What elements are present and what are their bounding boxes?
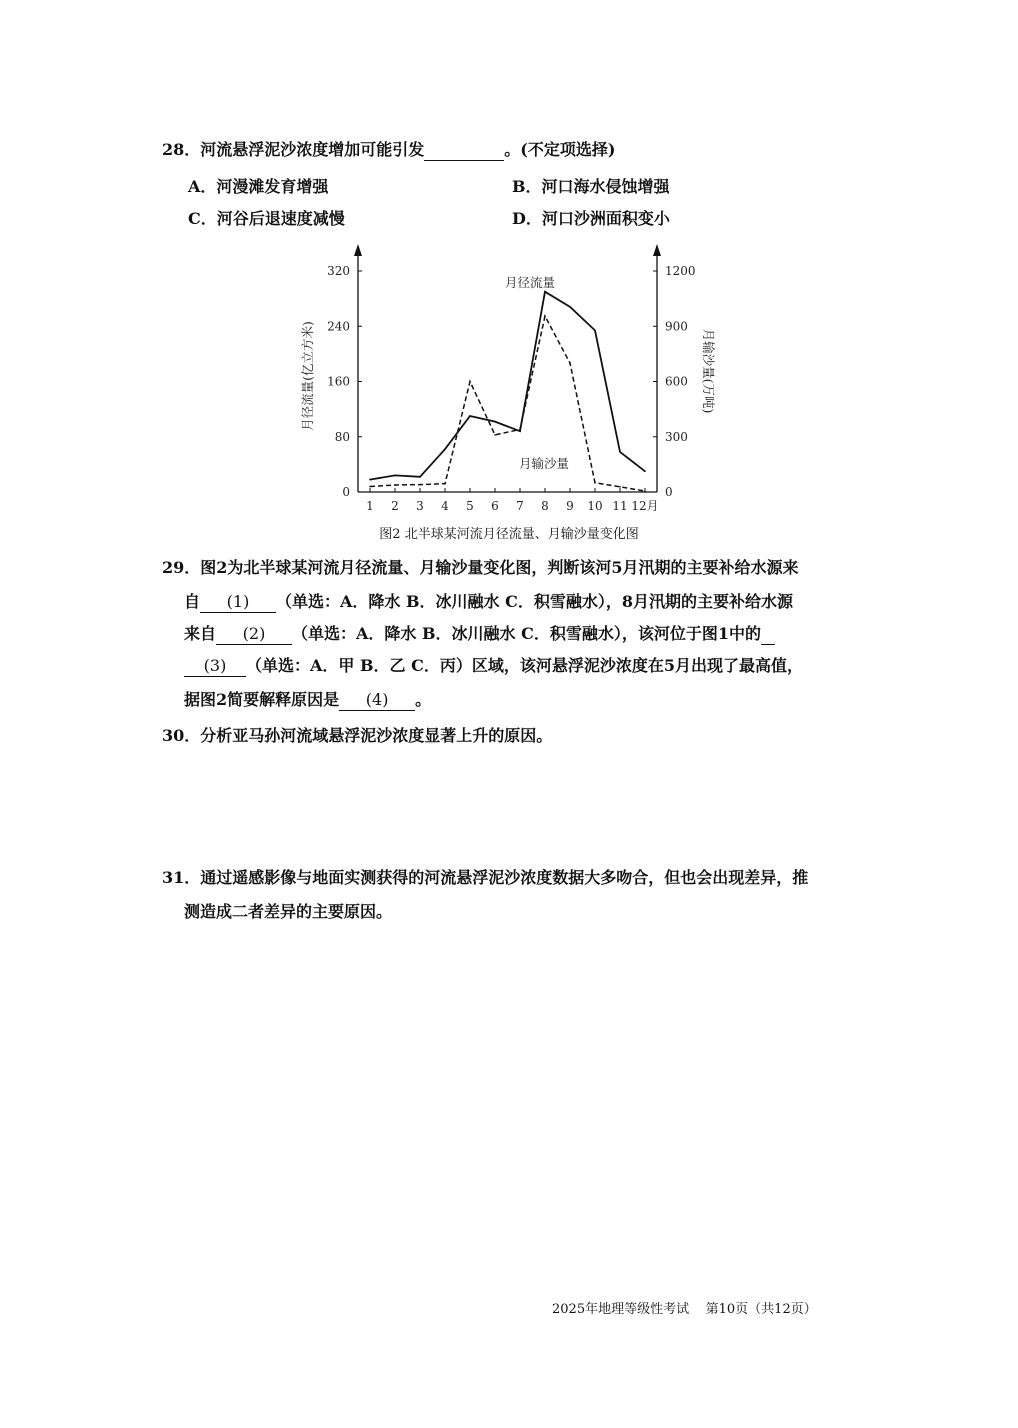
runoff-line bbox=[370, 292, 645, 480]
sediment-point-3 bbox=[419, 484, 421, 486]
series-label-runoff: 月径流量 bbox=[504, 275, 556, 290]
y-left-tick-label: 80 bbox=[334, 429, 350, 444]
x-tick-label: 7 bbox=[516, 499, 524, 513]
y-right-tick-label: 300 bbox=[665, 429, 688, 444]
x-tick-label: 3 bbox=[416, 499, 424, 513]
q29-blank-1[interactable]: (1) bbox=[200, 592, 276, 613]
q29-blank-2[interactable]: (2) bbox=[216, 624, 292, 645]
q29-line-5-prefix: 据图2简要解释原因是 bbox=[184, 690, 340, 709]
q29-line-2 bbox=[162, 586, 884, 618]
q28-option-d: D．河口沙洲面积变小 bbox=[512, 209, 670, 228]
runoff-point-12 bbox=[644, 471, 646, 473]
q29-line-3-prefix: 来自 bbox=[184, 624, 217, 643]
runoff-point-1 bbox=[369, 479, 371, 481]
q28-option-c: C．河谷后退速度减慢 bbox=[188, 209, 345, 228]
runoff-point-9 bbox=[569, 306, 571, 308]
runoff-point-11 bbox=[619, 451, 621, 453]
sediment-point-8 bbox=[544, 315, 546, 317]
q29-line-2-prefix: 自 bbox=[184, 592, 201, 611]
x-tick-label: 5 bbox=[466, 499, 474, 513]
q31-line-2: 测造成二者差异的主要原因。 bbox=[184, 902, 393, 921]
page-footer bbox=[552, 1298, 817, 1317]
sediment-line bbox=[370, 316, 645, 491]
q29-line-5 bbox=[162, 684, 884, 716]
sediment-point-2 bbox=[394, 484, 396, 486]
q28-option-b: B．河口海水侵蚀增强 bbox=[512, 177, 670, 196]
footer-exam-title: 2025年地理等级性考试 bbox=[552, 1302, 690, 1317]
sediment-point-4 bbox=[444, 483, 446, 485]
sediment-point-9 bbox=[569, 362, 571, 364]
y-right-tick-label: 600 bbox=[665, 374, 688, 389]
sediment-point-1 bbox=[369, 486, 371, 488]
sediment-point-7 bbox=[519, 429, 521, 431]
runoff-sediment-chart bbox=[290, 236, 730, 526]
q29-line-1: 29．图2为北半球某河流月径流量、月输沙量变化图，判断该河5月汛期的主要补给水源来 bbox=[162, 558, 799, 577]
y-axis-right-arrow bbox=[653, 244, 661, 256]
q28-answer-blank[interactable] bbox=[424, 140, 504, 161]
runoff-point-2 bbox=[394, 475, 396, 477]
x-tick-label: 6 bbox=[491, 499, 499, 513]
sediment-point-11 bbox=[619, 486, 621, 488]
x-tick-label: 11 bbox=[612, 499, 628, 513]
y-axis-left-arrow bbox=[354, 244, 362, 256]
q28-stem bbox=[162, 134, 862, 166]
q31-line-1: 31．通过遥感影像与地面实测获得的河流悬浮泥沙浓度数据大多吻合，但也会出现差异，推 bbox=[162, 868, 809, 887]
q29-line-4-text: （单选：A．甲 B．乙 C．丙）区域，该河悬浮泥沙浓度在5月出现了最高值， bbox=[246, 656, 803, 675]
q29-line-2-text: （单选：A．降水 B．冰川融水 C．积雪融水），8月汛期的主要补给水源 bbox=[276, 592, 793, 611]
q29-line-4 bbox=[162, 650, 884, 682]
q30-answer-area[interactable] bbox=[184, 760, 844, 850]
q31-answer-area[interactable] bbox=[184, 936, 844, 1236]
x-tick-label: 12月 bbox=[631, 499, 659, 513]
q28-option-a: A．河漫滩发育增强 bbox=[188, 177, 329, 196]
x-tick-label: 9 bbox=[566, 499, 574, 513]
y-axis-left-label: 月径流量(亿立方米) bbox=[300, 321, 315, 431]
x-tick-label: 1 bbox=[366, 499, 374, 513]
runoff-point-7 bbox=[519, 430, 521, 432]
y-left-tick-label: 320 bbox=[327, 264, 350, 278]
q28-stem-suffix: 。(不定项选择) bbox=[504, 140, 616, 159]
x-tick-label: 10 bbox=[587, 499, 603, 513]
q29-blank-4[interactable]: (4) bbox=[339, 690, 415, 711]
footer-page-number: 第10页（共12页） bbox=[705, 1302, 817, 1317]
runoff-point-8 bbox=[544, 291, 546, 293]
q29-line-3-text: （单选：A．降水 B．冰川融水 C．积雪融水），该河位于图1中的 bbox=[292, 624, 761, 643]
chart-caption: 图2 北半球某河流月径流量、月输沙量变化图 bbox=[379, 527, 639, 542]
y-left-tick-label: 160 bbox=[327, 374, 350, 389]
sediment-point-12 bbox=[644, 490, 646, 492]
runoff-point-3 bbox=[419, 476, 421, 478]
sediment-point-5 bbox=[469, 381, 471, 383]
x-tick-label: 4 bbox=[441, 499, 449, 513]
q29-line-5-suffix: 。 bbox=[415, 690, 432, 709]
y-right-tick-label: 900 bbox=[665, 319, 688, 334]
sediment-point-10 bbox=[594, 482, 596, 484]
q30-text: 30．分析亚马孙河流域悬浮泥沙浓度显著上升的原因。 bbox=[162, 726, 553, 745]
y-axis-right-label: 月输沙量(万吨) bbox=[701, 328, 716, 414]
runoff-point-4 bbox=[444, 448, 446, 450]
y-right-tick-label: 1200 bbox=[665, 264, 696, 278]
runoff-point-10 bbox=[594, 330, 596, 332]
y-left-tick-label: 0 bbox=[342, 485, 350, 499]
chart-marks bbox=[369, 291, 646, 492]
y-left-tick-label: 240 bbox=[327, 319, 350, 334]
q28-stem-text: 28．河流悬浮泥沙浓度增加可能引发 bbox=[162, 140, 425, 159]
series-label-sediment: 月输沙量 bbox=[518, 456, 570, 471]
q29-blank-3[interactable]: (3) bbox=[184, 656, 246, 677]
runoff-point-6 bbox=[494, 421, 496, 423]
x-tick-label: 2 bbox=[391, 499, 399, 513]
q29-line-3 bbox=[162, 618, 884, 650]
x-tick-label: 8 bbox=[541, 499, 549, 513]
runoff-point-5 bbox=[469, 415, 471, 417]
sediment-point-6 bbox=[494, 434, 496, 436]
y-right-tick-label: 0 bbox=[665, 485, 673, 499]
